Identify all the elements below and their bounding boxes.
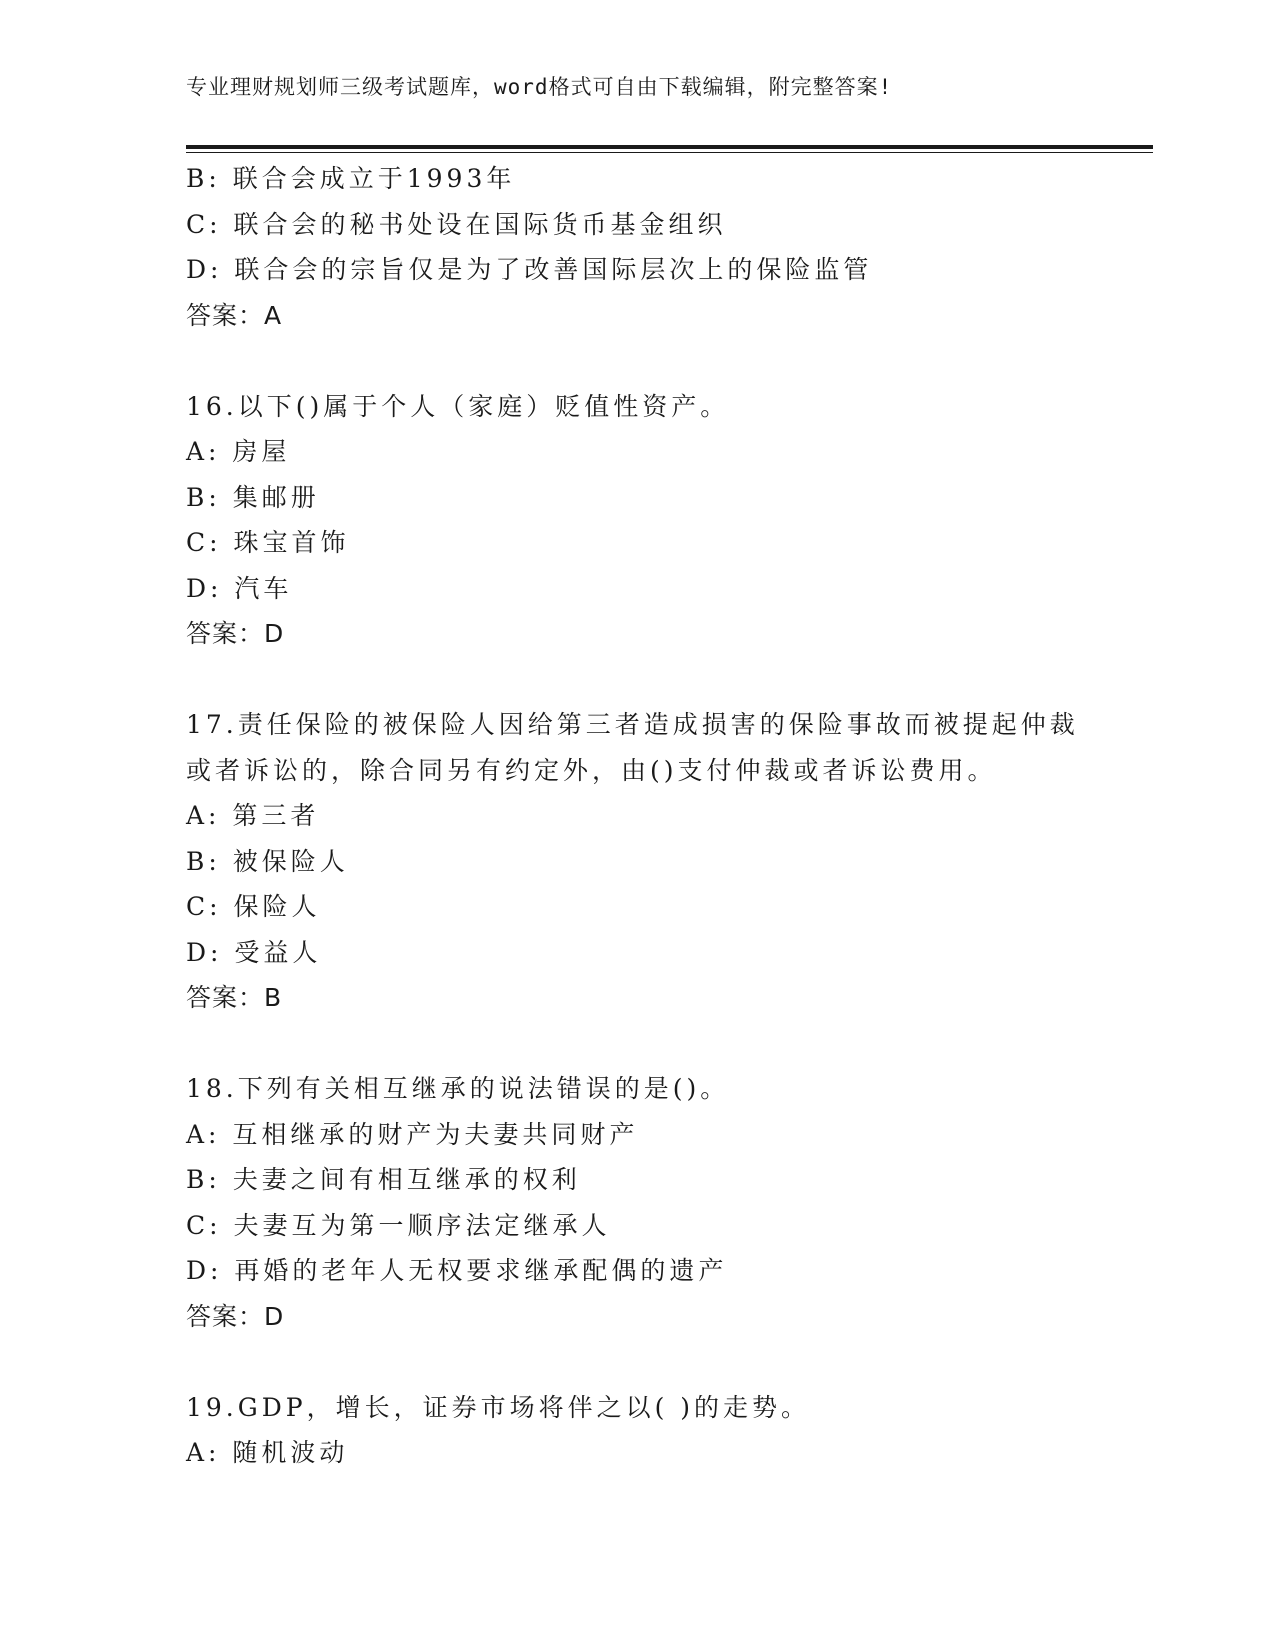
- question-stem: 19.GDP，增长，证券市场将伴之以( )的走势。: [186, 1392, 811, 1422]
- option-b: B: 夫妻之间有相互继承的权利: [186, 1165, 581, 1194]
- spacer: [186, 657, 1153, 703]
- option-c: C: 联合会的秘书处设在国际货币基金组织: [186, 209, 727, 239]
- spacer: [186, 1339, 1153, 1385]
- question-18: [186, 1066, 1153, 1339]
- spacer: [186, 1021, 1153, 1067]
- option-d: D: 受益人: [186, 937, 322, 967]
- option-b: B: 联合会成立于1993年: [186, 164, 516, 193]
- option-d: D: 汽车: [186, 573, 293, 603]
- document-body: [186, 156, 1153, 1476]
- answer: 答案：D: [186, 619, 285, 648]
- question-stem-line-1: 17.责任保险的被保险人因给第三者造成损害的保险事故而被提起仲裁: [186, 710, 1079, 739]
- option-d: D: 再婚的老年人无权要求继承配偶的遗产: [186, 1256, 728, 1285]
- option-a: A: 第三者: [186, 801, 320, 830]
- answer: 答案：B: [186, 983, 283, 1012]
- option-c: C: 保险人: [186, 892, 321, 921]
- spacer: [186, 338, 1153, 384]
- option-c: C: 珠宝首饰: [186, 528, 350, 557]
- option-b: B: 被保险人: [186, 846, 349, 876]
- option-a: A: 随机波动: [186, 1438, 349, 1467]
- header-rule-thick: [186, 145, 1153, 149]
- answer: 答案：A: [186, 300, 283, 330]
- option-a: A: 互相继承的财产为夫妻共同财产: [186, 1119, 639, 1149]
- option-d: D: 联合会的宗旨仅是为了改善国际层次上的保险监管: [186, 255, 873, 284]
- question-16: [186, 384, 1153, 657]
- question-stem: 16.以下()属于个人（家庭）贬值性资产。: [186, 391, 730, 421]
- option-c: C: 夫妻互为第一顺序法定继承人: [186, 1210, 611, 1240]
- option-a: A: 房屋: [186, 437, 291, 466]
- question-17: [186, 702, 1153, 1021]
- option-b: B: 集邮册: [186, 482, 320, 512]
- page-header: 专业理财规划师三级考试题库，word格式可自由下载编辑，附完整答案!: [186, 75, 893, 99]
- question-19: [186, 1385, 1153, 1476]
- question-stem-line-2: 或者诉讼的，除合同另有约定外，由()支付仲裁或者诉讼费用。: [186, 755, 997, 785]
- header-rule-thin: [186, 152, 1153, 153]
- question-stem: 18.下列有关相互继承的说法错误的是()。: [186, 1074, 730, 1103]
- question-continuation: [186, 156, 1153, 338]
- answer: 答案：D: [186, 1301, 285, 1331]
